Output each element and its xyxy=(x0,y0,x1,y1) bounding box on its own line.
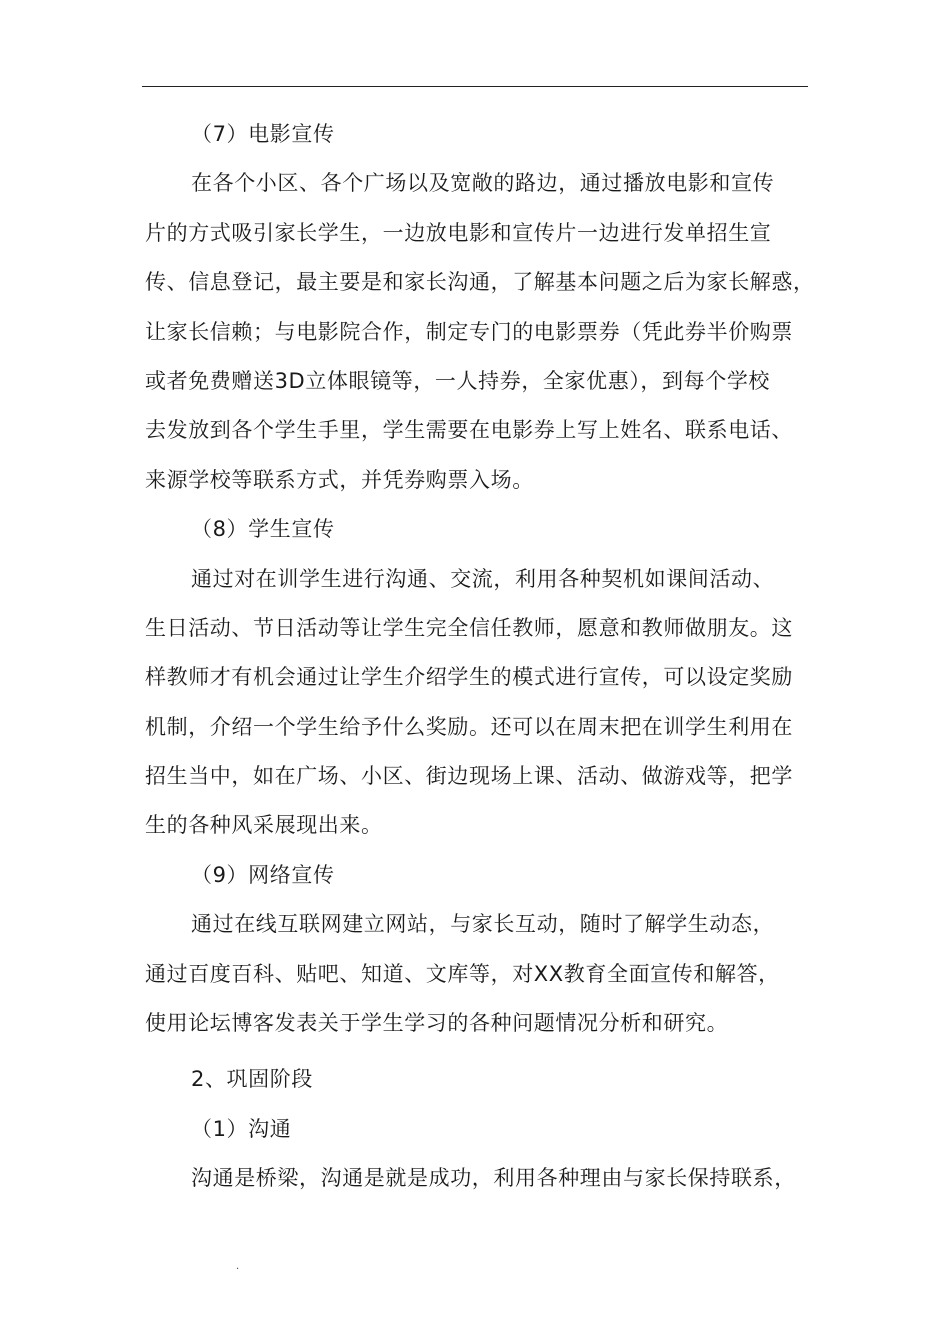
paragraph-line: 通过对在训学生进行沟通、交流，利用各种契机如课间活动、 xyxy=(191,566,775,591)
paragraph-line: 传、信息登记，最主要是和家长沟通，了解基本问题之后为家长解惑， xyxy=(145,270,815,295)
footer-mark: . xyxy=(236,1261,240,1272)
section-heading-movie-promotion: （7）电影宣传 xyxy=(191,122,335,146)
document-body xyxy=(145,110,815,1204)
paragraph-line: 机制，介绍一个学生给予什么奖励。还可以在周末把在训学生利用在 xyxy=(145,714,793,739)
paragraph-line: 让家长信赖；与电影院合作，制定专门的电影票券（凭此券半价购票 xyxy=(145,319,793,344)
section-heading-student-promotion: （8）学生宣传 xyxy=(191,517,335,542)
section-heading-consolidation-stage: 2、巩固阶段 xyxy=(191,1067,313,1092)
paragraph-line: 来源学校等联系方式，并凭券购票入场。 xyxy=(145,467,534,492)
paragraph-line: 样教师才有机会通过让学生介绍学生的模式进行宣传，可以设定奖励 xyxy=(145,665,793,690)
paragraph-line: 生日活动、节日活动等让学生完全信任教师，愿意和教师做朋友。这 xyxy=(145,615,793,640)
paragraph-line: 或者免费赠送3D立体眼镜等，一人持券，全家优惠），到每个学校 xyxy=(145,368,771,393)
paragraph-line: 在各个小区、各个广场以及宽敞的路边，通过播放电影和宣传 xyxy=(191,171,775,196)
header-rule xyxy=(142,86,808,87)
paragraph-line: 招生当中，如在广场、小区、街边现场上课、活动、做游戏等，把学 xyxy=(145,764,793,789)
paragraph-line: 片的方式吸引家长学生，一边放电影和宣传片一边进行发单招生宣 xyxy=(145,220,772,245)
section-heading-communication: （1）沟通 xyxy=(191,1116,292,1141)
section-heading-online-promotion: （9）网络宣传 xyxy=(191,862,335,887)
paragraph-line: 通过在线互联网建立网站，与家长互动，随时了解学生动态， xyxy=(191,912,775,937)
paragraph-line: 使用论坛博客发表关于学生学习的各种问题情况分析和研究。 xyxy=(145,1011,729,1036)
paragraph-line: 去发放到各个学生手里，学生需要在电影券上写上姓名、联系电话、 xyxy=(145,418,793,443)
paragraph-gap xyxy=(145,1048,810,1055)
paragraph-line: 生的各种风采展现出来。 xyxy=(145,813,383,838)
paragraph-line: 通过百度百科、贴吧、知道、文库等，对XX教育全面宣传和解答， xyxy=(145,961,780,986)
paragraph-line: 沟通是桥梁，沟通是就是成功，利用各种理由与家长保持联系， xyxy=(191,1166,796,1191)
